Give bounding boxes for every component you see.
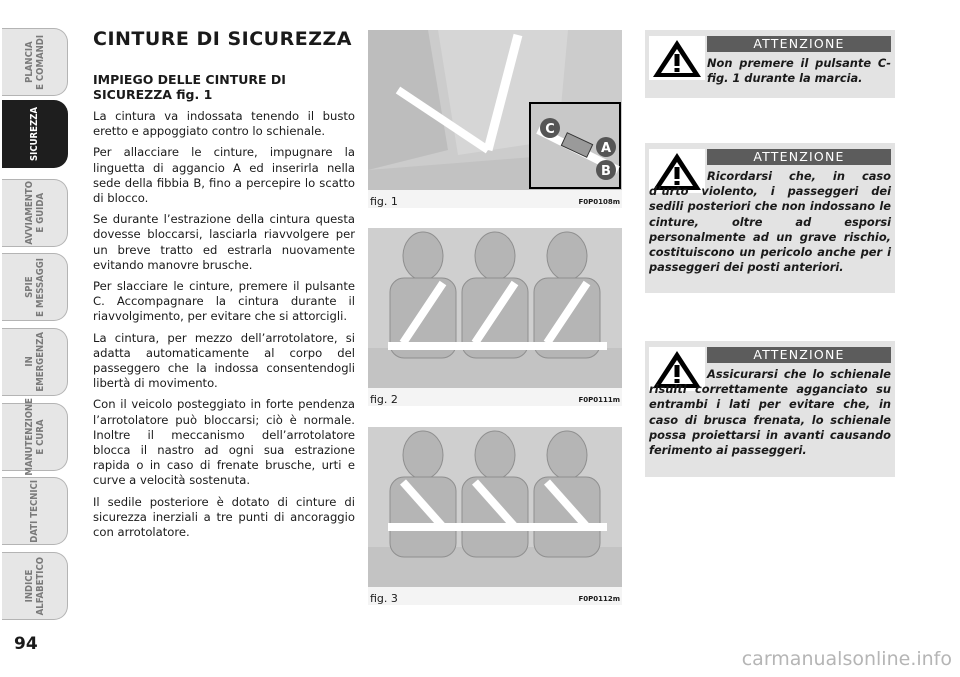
- paragraph: Per slacciare le cinture, premere il pulsante C. Accompagnare la cintura durante il riavvolgimento, per evitare che si attorcigli.: [93, 279, 355, 324]
- tab-label: IN EMERGENZA: [23, 332, 46, 392]
- warning-text: Non premere il pulsante C- fig. 1 durante la marcia.: [707, 56, 891, 86]
- label-b: B: [601, 164, 611, 179]
- figure-caption: fig. 3: [370, 592, 398, 605]
- figure-code: F0P0111m: [578, 396, 620, 404]
- tab-label: PLANCIA E COMANDI: [23, 34, 46, 90]
- paragraph: Con il veicolo posteggiato in forte pendenza l’arrotolatore può bloccarsi; ciò è normale. Inoltre il meccanismo dell’arrotolatore blocca il nastro ad ogni sua estrazione rapida o in caso di frenate brusche, urti e curve a velocità sostenuta.: [93, 397, 355, 488]
- tab-manutenzione-e-cura[interactable]: [2, 398, 68, 476]
- tab-sicurezza[interactable]: [2, 100, 68, 168]
- figure-code: F0P0112m: [578, 595, 620, 603]
- tab-in-emergenza[interactable]: [2, 328, 68, 396]
- tab-label: AVVIAMENTO E GUIDA: [23, 181, 46, 245]
- page-number: 94: [14, 634, 38, 654]
- text-column: [93, 28, 355, 546]
- label-c: C: [545, 122, 555, 137]
- warning-title: ATTENZIONE: [707, 149, 891, 165]
- warning-title: ATTENZIONE: [707, 347, 891, 363]
- warning-box-2: [645, 143, 895, 293]
- watermark: carmanualsonline.info: [741, 648, 952, 670]
- figure-3: [368, 427, 622, 605]
- page-title: CINTURE DI SICUREZZA: [93, 28, 352, 50]
- tab-avviamento-e-guida[interactable]: [2, 179, 68, 247]
- warning-box-3: [645, 341, 895, 477]
- tab-label: DATI TECNICI: [29, 479, 40, 543]
- rear-seat-belts-illustration: [368, 228, 622, 388]
- warning-text: Ricordarsi che, in caso d’urto violento, i passeggeri dei sedili posteriori che non indossano le cinture, oltre ad esporsi personalmente ad un grave rischio, costituiscono un pericolo anche per i passeggeri dei posti anteriori.: [649, 169, 891, 275]
- rear-seat-belts-fastened-illustration: [368, 427, 622, 587]
- tab-dati-tecnici[interactable]: [2, 477, 68, 545]
- section-heading: IMPIEGO DELLE CINTURE DI SICUREZZA fig. 1: [93, 72, 286, 102]
- paragraph: Se durante l’estrazione della cintura questa dovesse bloccarsi, lasciarla riavvolgere per un breve tratto ed estrarla nuovamente evitando manovre brusche.: [93, 212, 355, 272]
- label-a: A: [600, 141, 612, 156]
- tab-label: INDICE ALFABETICO: [23, 556, 46, 616]
- tab-indice-alfabetico[interactable]: [2, 552, 68, 620]
- figure-caption: fig. 1: [370, 195, 398, 208]
- warning-title: ATTENZIONE: [707, 36, 891, 52]
- tab-plancia-e-comandi[interactable]: [2, 28, 68, 96]
- warning-box-1: [645, 30, 895, 98]
- figure-2: [368, 228, 622, 406]
- tab-spie-e-messaggi[interactable]: [2, 253, 68, 321]
- figure-1: [368, 30, 622, 208]
- warning-triangle-icon: [649, 36, 705, 80]
- tab-label: SPIE E MESSAGGI: [23, 257, 46, 317]
- paragraph: Il sedile posteriore è dotato di cinture di sicurezza inerziali a tre punti di ancoraggio con arrotolatore.: [93, 494, 355, 540]
- paragraph: Per allacciare le cinture, impugnare la linguetta di aggancio A ed inserirla nella sede della fibbia B, fino a percepire lo scatto di blocco.: [93, 145, 355, 206]
- figure-code: F0P0108m: [578, 198, 620, 206]
- tab-label: MANUTENZIONE E CURA: [23, 398, 46, 476]
- paragraph: La cintura, per mezzo dell’arrotolatore, si adatta automaticamente al corpo del passeggero che la indossa consentendogli libertà di movimento.: [93, 330, 355, 391]
- warning-text: Assicurarsi che lo schienale risulti correttamente agganciato su entrambi i lati per evitare che, in caso di brusca frenata, lo schienale possa proiettarsi in avanti causando ferimento ai passeggeri.: [649, 367, 891, 458]
- tab-label: SICUREZZA: [29, 107, 40, 161]
- paragraph: La cintura va indossata tenendo il busto eretto e appoggiato contro lo schienale.: [93, 109, 355, 139]
- figure-caption: fig. 2: [370, 393, 398, 406]
- seatbelt-buckle-illustration: [368, 30, 622, 190]
